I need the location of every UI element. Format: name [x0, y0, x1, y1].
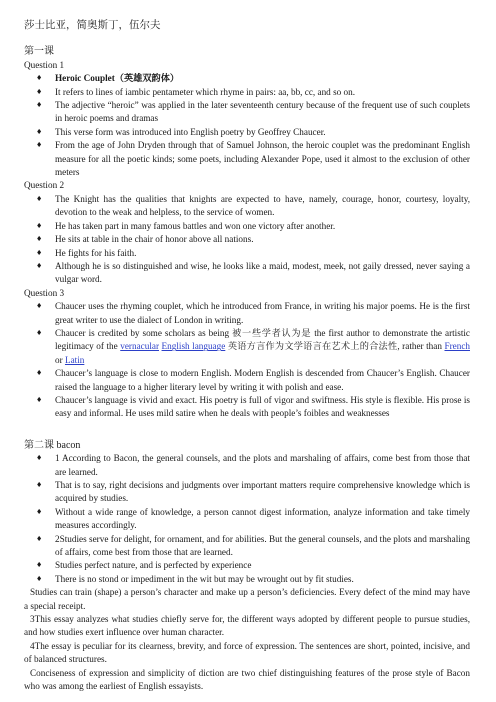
question-2-heading: Question 2 [24, 180, 65, 191]
text-segment: Chaucer is credited by some scholars as being 被一些学者认为是 the first author to demonstrate the artistic legitimacy of the [55, 327, 470, 352]
paragraph: Conciseness of expression and simplicity of diction are two chief distinguishing features of the prose style of Bacon who was among the earliest of English essayists. [24, 667, 470, 692]
text-segment: 英语方言作为文学语言在艺术上的合法性, rather than [225, 341, 445, 352]
question-2-list [24, 193, 470, 287]
section-spacer [24, 421, 470, 433]
lesson-2-list [24, 452, 470, 586]
english-language-link[interactable]: English language [161, 341, 226, 352]
question-3-heading: Question 3 [24, 287, 65, 298]
list-item: ♦ 2Studies serve for delight, for ornament, and for abilities. But the general counsels, and the plots and marshaling of affairs, come best from those that are learned. [24, 533, 470, 560]
list-item: ♦ 1 According to Bacon, the general counsels, and the plots and marshaling of affairs, come best from those that are learned. [24, 452, 470, 479]
list-item: ♦ He fights for his faith. [24, 247, 470, 260]
vernacular-link[interactable]: vernacular [120, 341, 160, 352]
list-item: ♦ That is to say, right decisions and judgments over important matters require comprehensive knowledge which is acquired by studies. [24, 479, 470, 506]
list-item: ♦ Without a wide range of knowledge, a person cannot digest information, analyze information and take timely measures accordingly. [24, 506, 470, 533]
paragraph: 4The essay is peculiar for its clearness, brevity, and force of expression. The sentences are short, pointed, incisive, and of balanced structures. [24, 640, 470, 665]
question-1-list [24, 72, 470, 179]
list-item: ♦ There is no stond or impediment in the wit but may be wrought out by fit studies. [24, 573, 470, 586]
list-item: ♦ Chaucer’s language is close to modern English. Modern English is descended from Chaucer’s English. Chaucer raised the language to a higher literary level by writing it with polish and ease. [24, 367, 470, 394]
list-item: ♦ Chaucer’s language is vivid and exact. His poetry is full of vigor and swiftness. His style is flexible. His prose is easy and informal. He uses mild satire when he deals with people’s foibles and weaknesses [24, 394, 470, 421]
lesson1-title: 第一课 [24, 46, 54, 58]
question-1-heading: Question 1 [24, 59, 65, 70]
list-item: ♦ This verse form was introduced into English poetry by Geoffrey Chaucer. [24, 126, 470, 139]
list-item: ♦ Studies perfect nature, and is perfected by experience [24, 559, 470, 572]
document-header: 莎士比亚，简奥斯丁，伍尔夫 [24, 20, 161, 31]
latin-link[interactable]: Latin [64, 354, 85, 365]
list-item: ♦ Heroic Couplet（英雄双韵体） [24, 72, 470, 85]
list-item: ♦ Chaucer uses the rhyming couplet, which he introduced from France, in writing his major poems. He is the first great writer to use the dialect of London in writing. [24, 300, 470, 327]
list-item: ♦ He sits at table in the chair of honor above all nations. [24, 233, 470, 246]
list-item: ♦ The Knight has the qualities that knights are expected to have, namely, courage, honor, courtesy, loyalty, devotion to the weak and helpless, to the service of women. [24, 193, 470, 220]
list-item [24, 327, 470, 367]
list-item: ♦ Although he is so distinguished and wise, he looks like a maid, modest, meek, not gaily dressed, never saying a vulgar word. [24, 260, 470, 287]
list-item: ♦ The adjective “heroic” was applied in the later seventeenth century because of the frequent use of such couplets in heroic poems and dramas [24, 99, 470, 126]
paragraph: 3This essay analyzes what studies chiefly serve for, the different ways adopted by different people to pursue studies, and how studies exert influence over human character. [24, 614, 470, 638]
question-3-list [24, 300, 470, 421]
list-item: ♦ He has taken part in many famous battles and won one victory after another. [24, 220, 470, 233]
french-link[interactable]: French [444, 341, 470, 352]
list-item: ♦ From the age of John Dryden through that of Samuel Johnson, the heroic couplet was the predominant English measure for all the poetic kinds; some poets, including Alexander Pope, used it almost to the exclusion of other meters [24, 139, 470, 179]
paragraph: Studies can train (shape) a person’s character and make up a person’s deficiencies. Every defect of the mind may have a special receipt. [24, 587, 470, 611]
text-segment: or [55, 354, 65, 365]
lesson2-title: 第二课 bacon [24, 439, 81, 451]
list-item: ♦ It refers to lines of iambic pentameter which rhyme in pairs: aa, bb, cc, and so on. [24, 86, 470, 99]
